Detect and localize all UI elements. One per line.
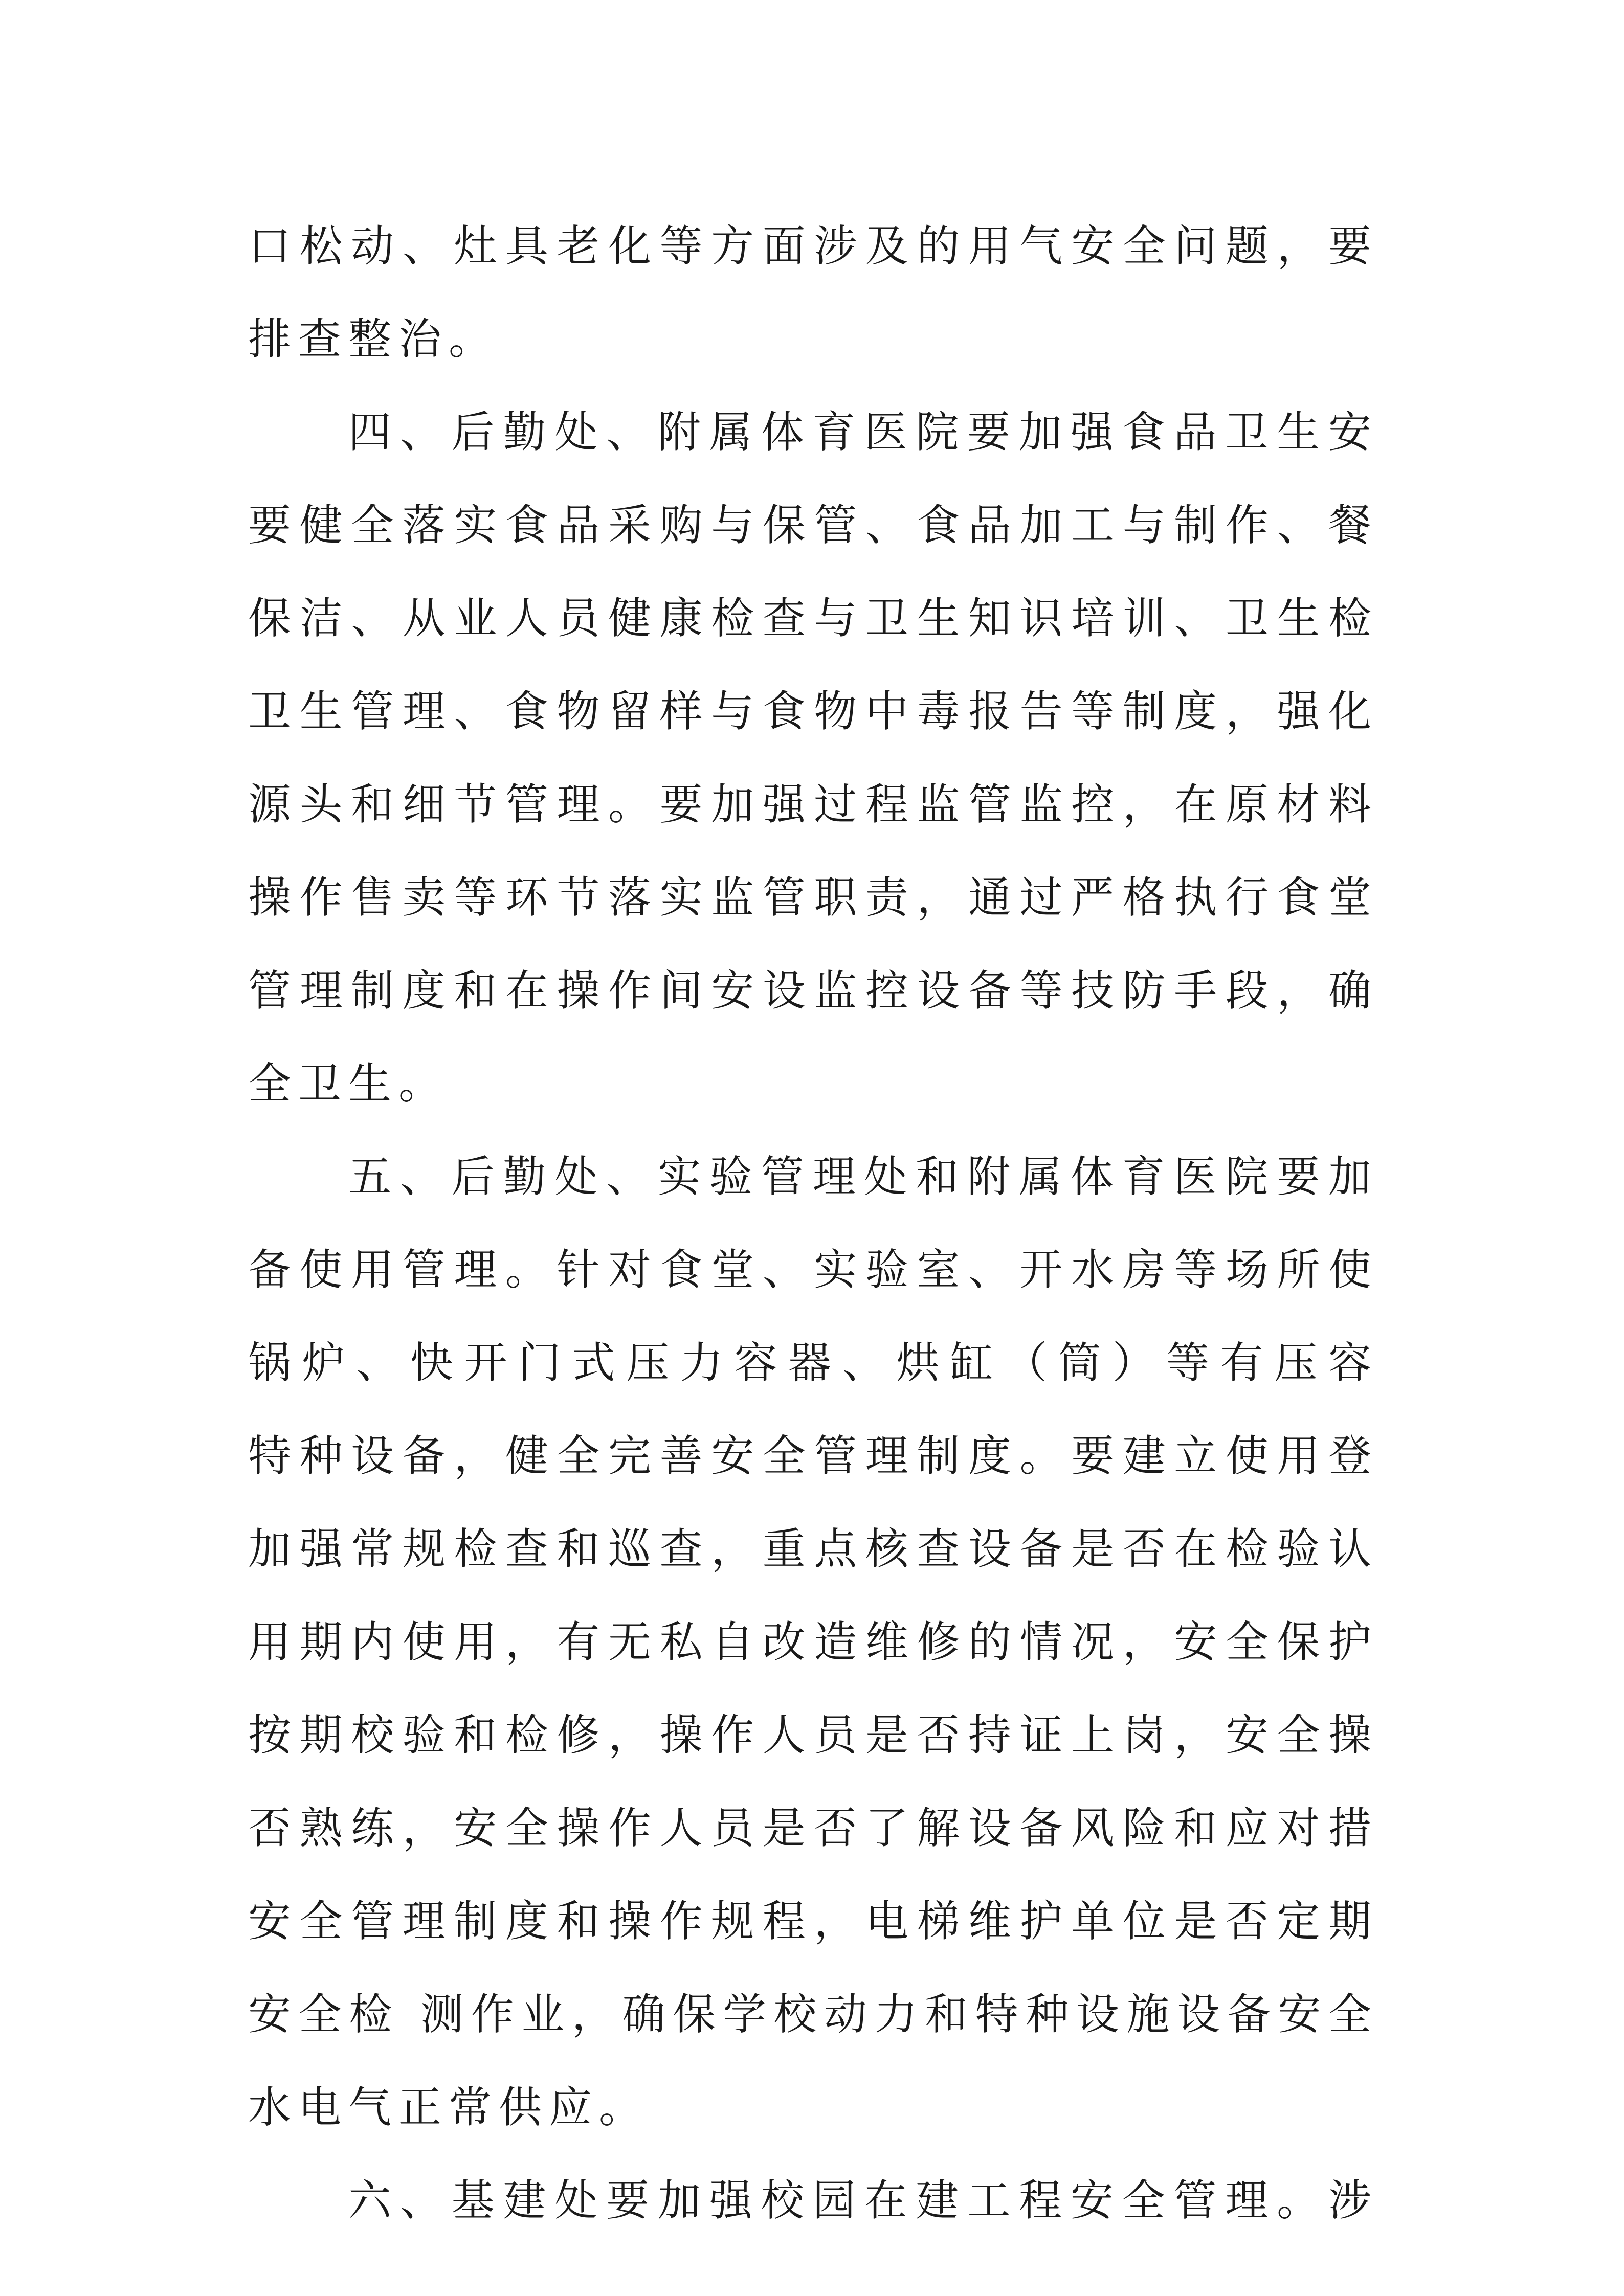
text-line: 操作售卖等环节落实监管职责，通过严格执行食堂 (248, 872, 1378, 922)
text-line: 加强常规检查和巡查，重点核查设备是否在检验认 (248, 1524, 1378, 1574)
text-line: 否熟练，安全操作人员是否了解设备风险和应对措 (248, 1803, 1378, 1853)
text-line: 四、后勤处、附属体育医院要加强食品卫生安 (348, 407, 1378, 457)
text-line: 水电气正常供应。 (248, 2082, 650, 2132)
document-body (248, 199, 1378, 2247)
text-line: 按期校验和检修，操作人员是否持证上岗，安全操 (248, 1710, 1378, 1760)
text-line: 排查整治。 (248, 314, 499, 364)
text-line: 备使用管理。针对食堂、实验室、开水房等场所使 (248, 1245, 1378, 1295)
text-line: 要健全落实食品采购与保管、食品加工与制作、餐 (248, 500, 1378, 550)
text-line: 源头和细节管理。要加强过程监管监控，在原材料 (248, 779, 1378, 829)
text-line: 保洁、从业人员健康检查与卫生知识培训、卫生检 (248, 593, 1378, 643)
text-line: 全卫生。 (248, 1059, 449, 1109)
text-line: 口松动、灶具老化等方面涉及的用气安全问题，要 (248, 221, 1378, 271)
text-line: 五、后勤处、实验管理处和附属体育医院要加 (348, 1152, 1378, 1202)
text-line: 安全检 测作业，确保学校动力和特种设施设备安全 (248, 1989, 1378, 2039)
text-line: 六、基建处要加强校园在建工程安全管理。涉 (348, 2175, 1378, 2225)
text-line: 特种设备，健全完善安全管理制度。要建立使用登 (248, 1431, 1378, 1481)
text-line: 锅炉、快开门式压力容器、烘缸（筒）等有压容 (248, 1338, 1378, 1388)
text-line: 安全管理制度和操作规程，电梯维护单位是否定期 (248, 1896, 1378, 1946)
text-line: 卫生管理、食物留样与食物中毒报告等制度，强化 (248, 686, 1378, 736)
text-line: 管理制度和在操作间安设监控设备等技防手段，确 (248, 965, 1378, 1016)
text-line: 用期内使用，有无私自改造维修的情况，安全保护 (248, 1617, 1378, 1667)
